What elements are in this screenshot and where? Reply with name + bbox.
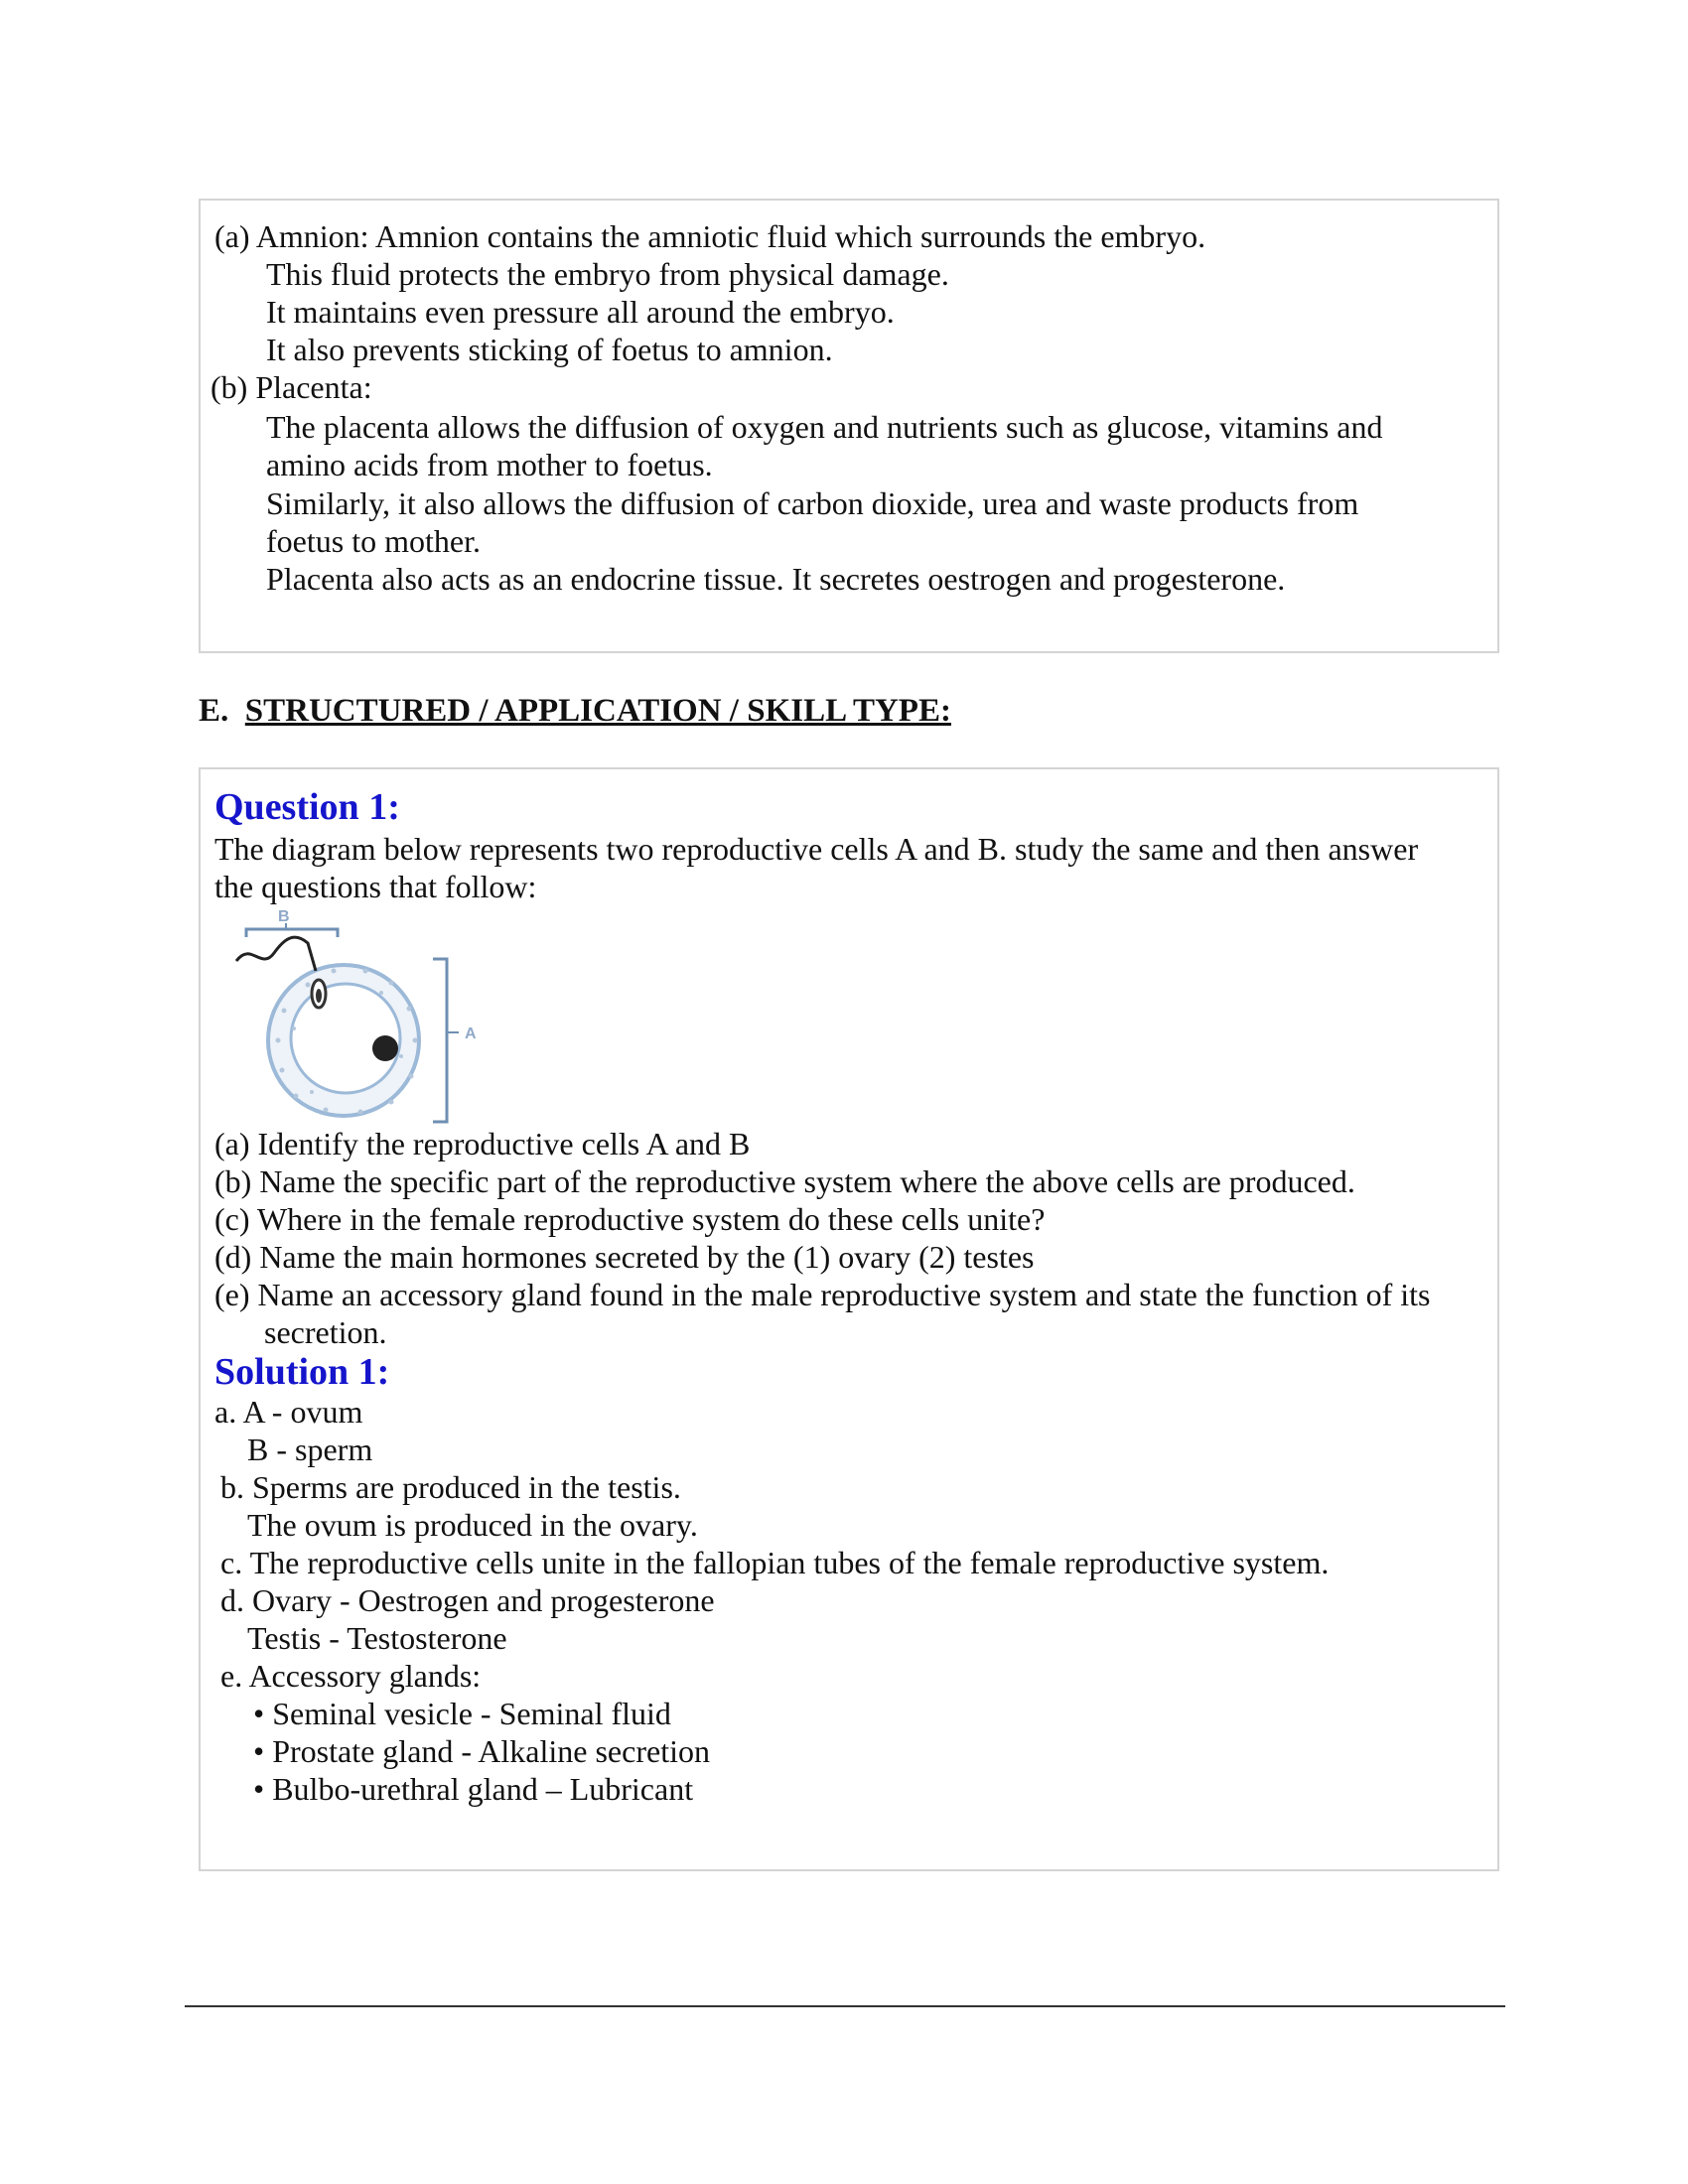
solution-line: • Bulbo-urethral gland – Lubricant — [253, 1771, 694, 1807]
question-intro-line: the questions that follow: — [214, 869, 537, 904]
solution-line: • Seminal vesicle - Seminal fluid — [253, 1696, 671, 1731]
answer-line: amino acids from mother to foetus. — [266, 447, 713, 482]
answer-box — [199, 199, 1499, 653]
section-title: STRUCTURED / APPLICATION / SKILL TYPE: — [244, 693, 951, 729]
label-a: A — [465, 1025, 477, 1042]
sperm-tail — [236, 937, 316, 971]
question-part: secretion. — [264, 1314, 387, 1350]
reproductive-cells-diagram — [216, 901, 504, 1125]
sperm-head-core — [316, 989, 322, 1003]
bracket-a — [433, 959, 447, 1122]
solution-line: b. Sperms are produced in the testis. — [220, 1469, 681, 1505]
bracket-b — [246, 929, 338, 937]
solution-line: d. Ovary - Oestrogen and progesterone — [220, 1582, 715, 1618]
answer-line: It maintains even pressure all around the embryo. — [266, 294, 895, 330]
question-part: (d) Name the main hormones secreted by the (1) ovary (2) testes — [214, 1239, 1035, 1275]
section-heading — [199, 692, 951, 730]
answer-line: This fluid protects the embryo from physical damage. — [266, 256, 949, 292]
solution-line: B - sperm — [247, 1432, 373, 1467]
answer-line: foetus to mother. — [266, 523, 481, 559]
solution-line: • Prostate gland - Alkaline secretion — [253, 1733, 710, 1769]
section-letter: E. — [199, 693, 229, 729]
question-part: (c) Where in the female reproductive system do these cells unite? — [214, 1201, 1046, 1237]
answer-line: Placenta also acts as an endocrine tissue. It secretes oestrogen and progesterone. — [266, 561, 1286, 597]
question-heading: Question 1: — [214, 786, 400, 828]
solution-line: Testis - Testosterone — [247, 1620, 507, 1656]
question-part: (b) Name the specific part of the reproductive system where the above cells are produced. — [214, 1163, 1355, 1199]
ovum-nucleus — [372, 1035, 398, 1061]
solution-line: The ovum is produced in the ovary. — [247, 1507, 698, 1543]
question-intro-line: The diagram below represents two reproductive cells A and B. study the same and then answer — [214, 831, 1419, 867]
question-part: (a) Identify the reproductive cells A and B — [214, 1126, 751, 1161]
answer-line: It also prevents sticking of foetus to amnion. — [266, 332, 833, 367]
solution-line: e. Accessory glands: — [220, 1658, 482, 1694]
answer-line: Similarly, it also allows the diffusion of carbon dioxide, urea and waste products from — [266, 485, 1359, 521]
solution-line: c. The reproductive cells unite in the fallopian tubes of the female reproductive system. — [220, 1545, 1330, 1580]
solution-line: a. A - ovum — [214, 1394, 363, 1430]
answer-line: The placenta allows the diffusion of oxygen and nutrients such as glucose, vitamins and — [266, 409, 1383, 445]
solution-heading: Solution 1: — [214, 1351, 390, 1393]
question-part: (e) Name an accessory gland found in the male reproductive system and state the function of its — [214, 1277, 1431, 1312]
footer-rule — [185, 2005, 1505, 2007]
answer-line: (b) Placenta: — [211, 369, 372, 405]
label-b: B — [278, 908, 290, 925]
answer-line: (a) Amnion: Amnion contains the amniotic fluid which surrounds the embryo. — [214, 218, 1206, 254]
